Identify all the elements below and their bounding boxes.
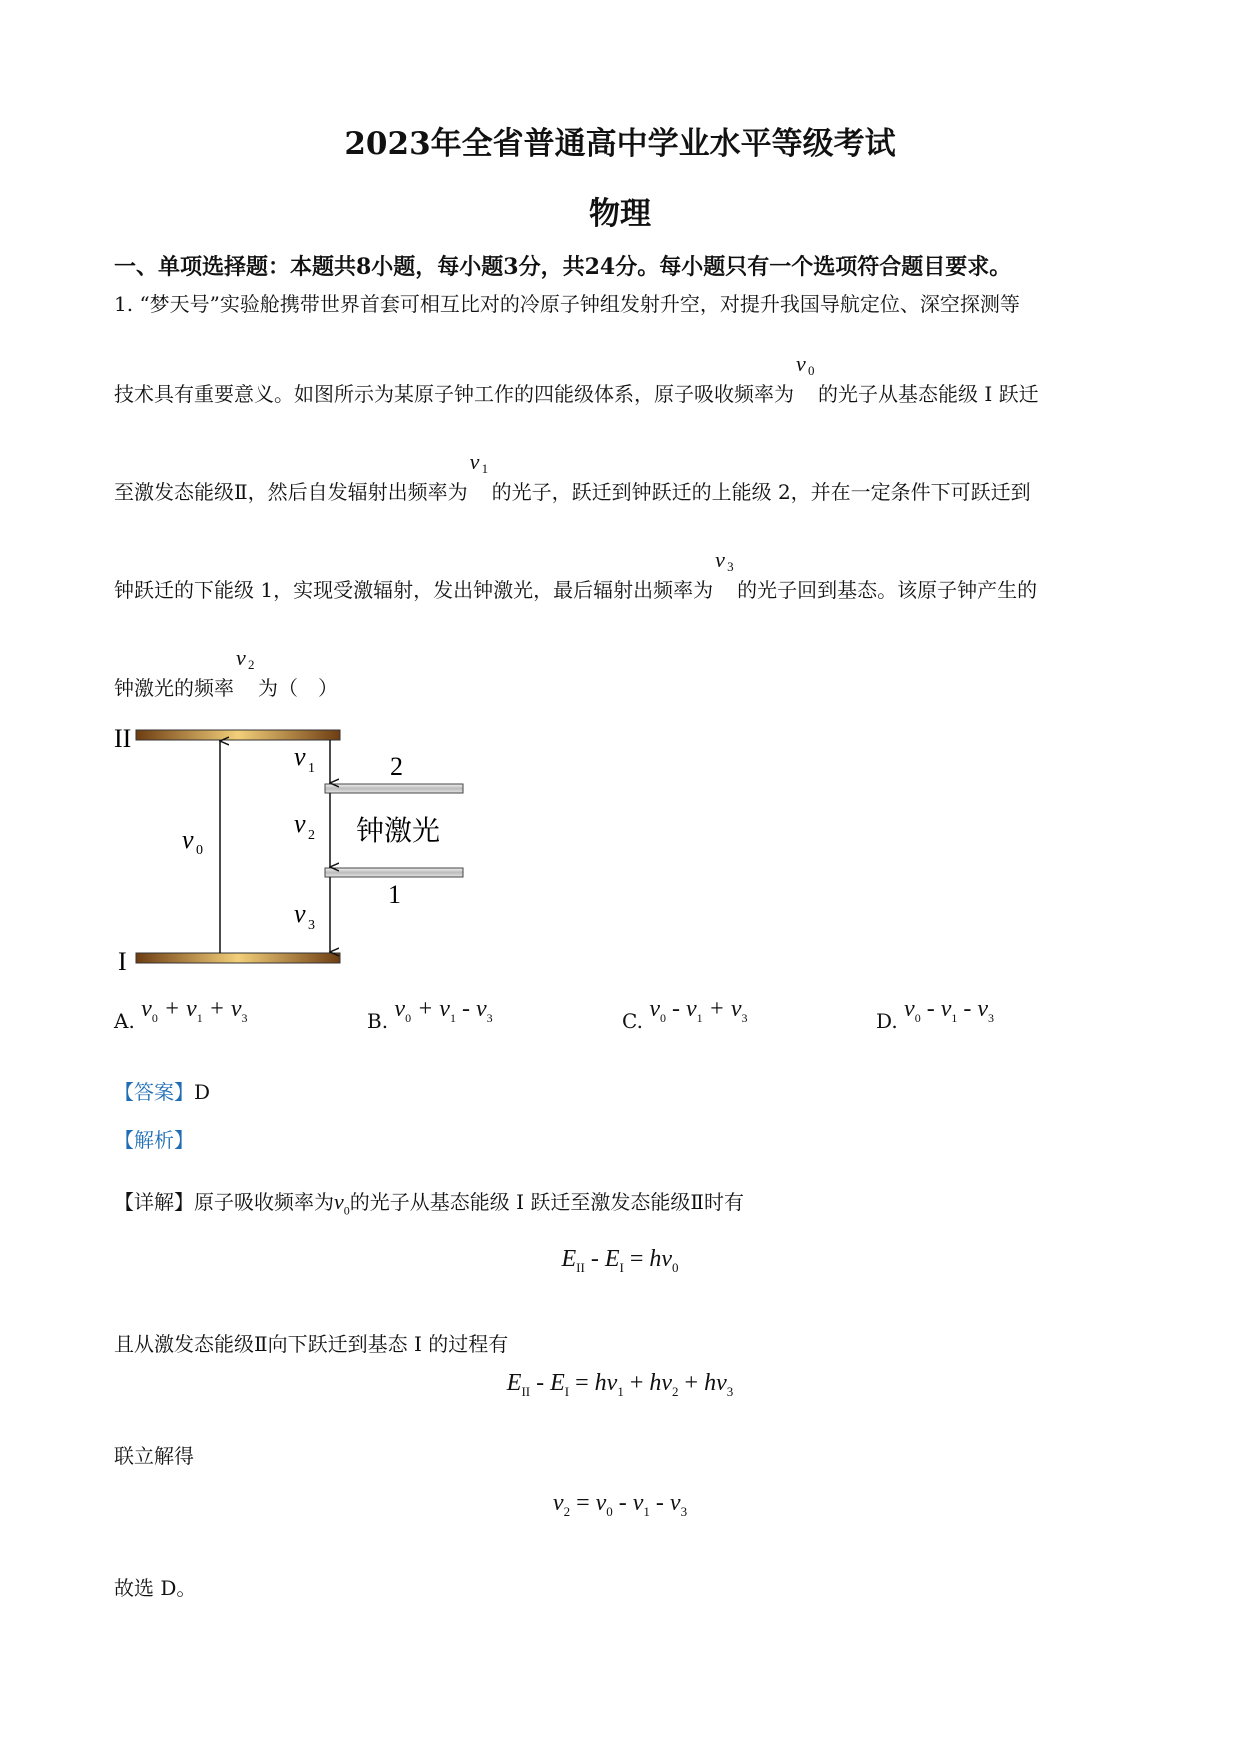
question-text: 至激发态能级Ⅱ，然后自发辐射出频率为 xyxy=(114,480,468,504)
detail-text: 的光子从基态能级 I 跃迁至激发态能级Ⅱ时有 xyxy=(349,1190,744,1214)
nu1-symbol xyxy=(468,449,492,499)
page-title: 2023年全省普通高中学业水平等级考试 xyxy=(344,126,896,162)
answer-label: 【答案】 xyxy=(114,1080,194,1104)
option-c-expr: $\nu_0 - \nu_1 + \nu_3$ xyxy=(649,996,748,1025)
question-text: 的光子回到基态。该原子钟产生的 xyxy=(737,578,1038,602)
option-a-label: A. xyxy=(114,1009,135,1033)
option-c[interactable] xyxy=(622,996,748,1038)
option-b[interactable] xyxy=(367,996,493,1038)
level-1-bar xyxy=(325,868,463,877)
nu-glyph: ν xyxy=(715,547,725,572)
option-d-label: D. xyxy=(876,1009,898,1033)
nu0-inline: $\nu_0$ xyxy=(334,1189,350,1218)
level-1-label: 1 xyxy=(388,880,401,909)
level-I-label: I xyxy=(118,947,127,976)
nu1-subscript: 1 xyxy=(308,761,315,776)
nu3-glyph: ν xyxy=(294,899,306,928)
detail-label: 【详解】 xyxy=(114,1190,194,1214)
equation-1: $E_{II} - E_I = h\nu_0$ xyxy=(561,1246,679,1275)
option-a[interactable] xyxy=(114,996,248,1038)
nu3-symbol xyxy=(713,547,737,597)
nu3-subscript: 3 xyxy=(308,918,315,933)
option-c-label: C. xyxy=(622,1009,643,1033)
equation-2: $E_{II} - E_I = h\nu_1 + h\nu_2 + h\nu_3$ xyxy=(506,1370,734,1399)
subscript: 0 xyxy=(808,363,815,378)
subscript: 3 xyxy=(727,559,734,574)
nu0-glyph: ν xyxy=(182,825,194,854)
option-b-expr: $\nu_0 + \nu_1 - \nu_3$ xyxy=(394,996,493,1025)
subscript: 2 xyxy=(248,657,255,672)
question-text: 钟跃迁的下能级 1，实现受激辐射，发出钟激光，最后辐射出频率为 xyxy=(114,578,714,602)
option-d-expr: $\nu_0 - \nu_1 - \nu_3$ xyxy=(904,996,995,1025)
question-line-3 xyxy=(114,449,1031,505)
nu2-glyph: ν xyxy=(294,809,306,838)
question-text: 的光子，跃迁到钟跃迁的上能级 2，并在一定条件下可跃迁到 xyxy=(491,480,1031,504)
level-2-bar xyxy=(325,784,463,793)
nu1-glyph: ν xyxy=(294,742,306,771)
nu2-subscript: 2 xyxy=(308,828,315,843)
option-a-expr: $\nu_0 + \nu_1 + \nu_3$ xyxy=(141,996,248,1025)
conclusion-line: 故选 D。 xyxy=(114,1576,197,1600)
nu2-symbol xyxy=(234,645,258,695)
option-d[interactable] xyxy=(876,996,995,1038)
laser-label: 钟激光 xyxy=(356,816,441,847)
option-b-label: B. xyxy=(367,1009,389,1033)
level-II-bar xyxy=(136,730,340,740)
nu0-subscript: 0 xyxy=(196,843,203,858)
question-text: 钟激光的频率 xyxy=(114,676,234,700)
nu-glyph: ν xyxy=(796,351,806,376)
answer-line xyxy=(114,1076,210,1105)
step2-line: 且从激发态能级Ⅱ向下跃迁到基态 I 的过程有 xyxy=(114,1332,509,1356)
nu-glyph: ν xyxy=(469,449,480,474)
level-2-label: 2 xyxy=(390,752,403,781)
question-line-1: 1. “梦天号”实验舱携带世界首套可相互比对的冷原子钟组发射升空，对提升我国导航定位、深空探测等 xyxy=(114,292,1020,316)
subscript: 1 xyxy=(481,461,489,476)
nu-glyph: ν xyxy=(236,645,246,670)
question-text: 技术具有重要意义。如图所示为某原子钟工作的四能级体系，原子吸收频率为 xyxy=(114,382,794,406)
subject-title: 物理 xyxy=(589,196,651,232)
question-text: 的光子从基态能级 I 跃迁 xyxy=(818,382,1039,406)
level-I-bar xyxy=(136,953,340,963)
analysis-label: 【解析】 xyxy=(114,1128,194,1152)
nu0-symbol xyxy=(794,351,818,401)
question-line-4 xyxy=(114,547,1038,603)
question-text: 为（ ） xyxy=(258,676,338,700)
detail-line xyxy=(114,1186,744,1218)
equation-3: $\nu_2 = \nu_0 - \nu_1 - \nu_3$ xyxy=(552,1490,688,1519)
answer-value: D xyxy=(194,1080,211,1104)
question-line-2 xyxy=(114,351,1039,407)
question-line-5 xyxy=(114,645,338,701)
level-II-label: II xyxy=(114,724,132,753)
detail-text: 原子吸收频率为 xyxy=(194,1190,334,1214)
section-heading: 一、单项选择题：本题共8小题，每小题3分，共24分。每小题只有一个选项符合题目要求。 xyxy=(114,254,1012,280)
energy-level-diagram xyxy=(110,720,480,980)
step3-line: 联立解得 xyxy=(114,1444,194,1468)
